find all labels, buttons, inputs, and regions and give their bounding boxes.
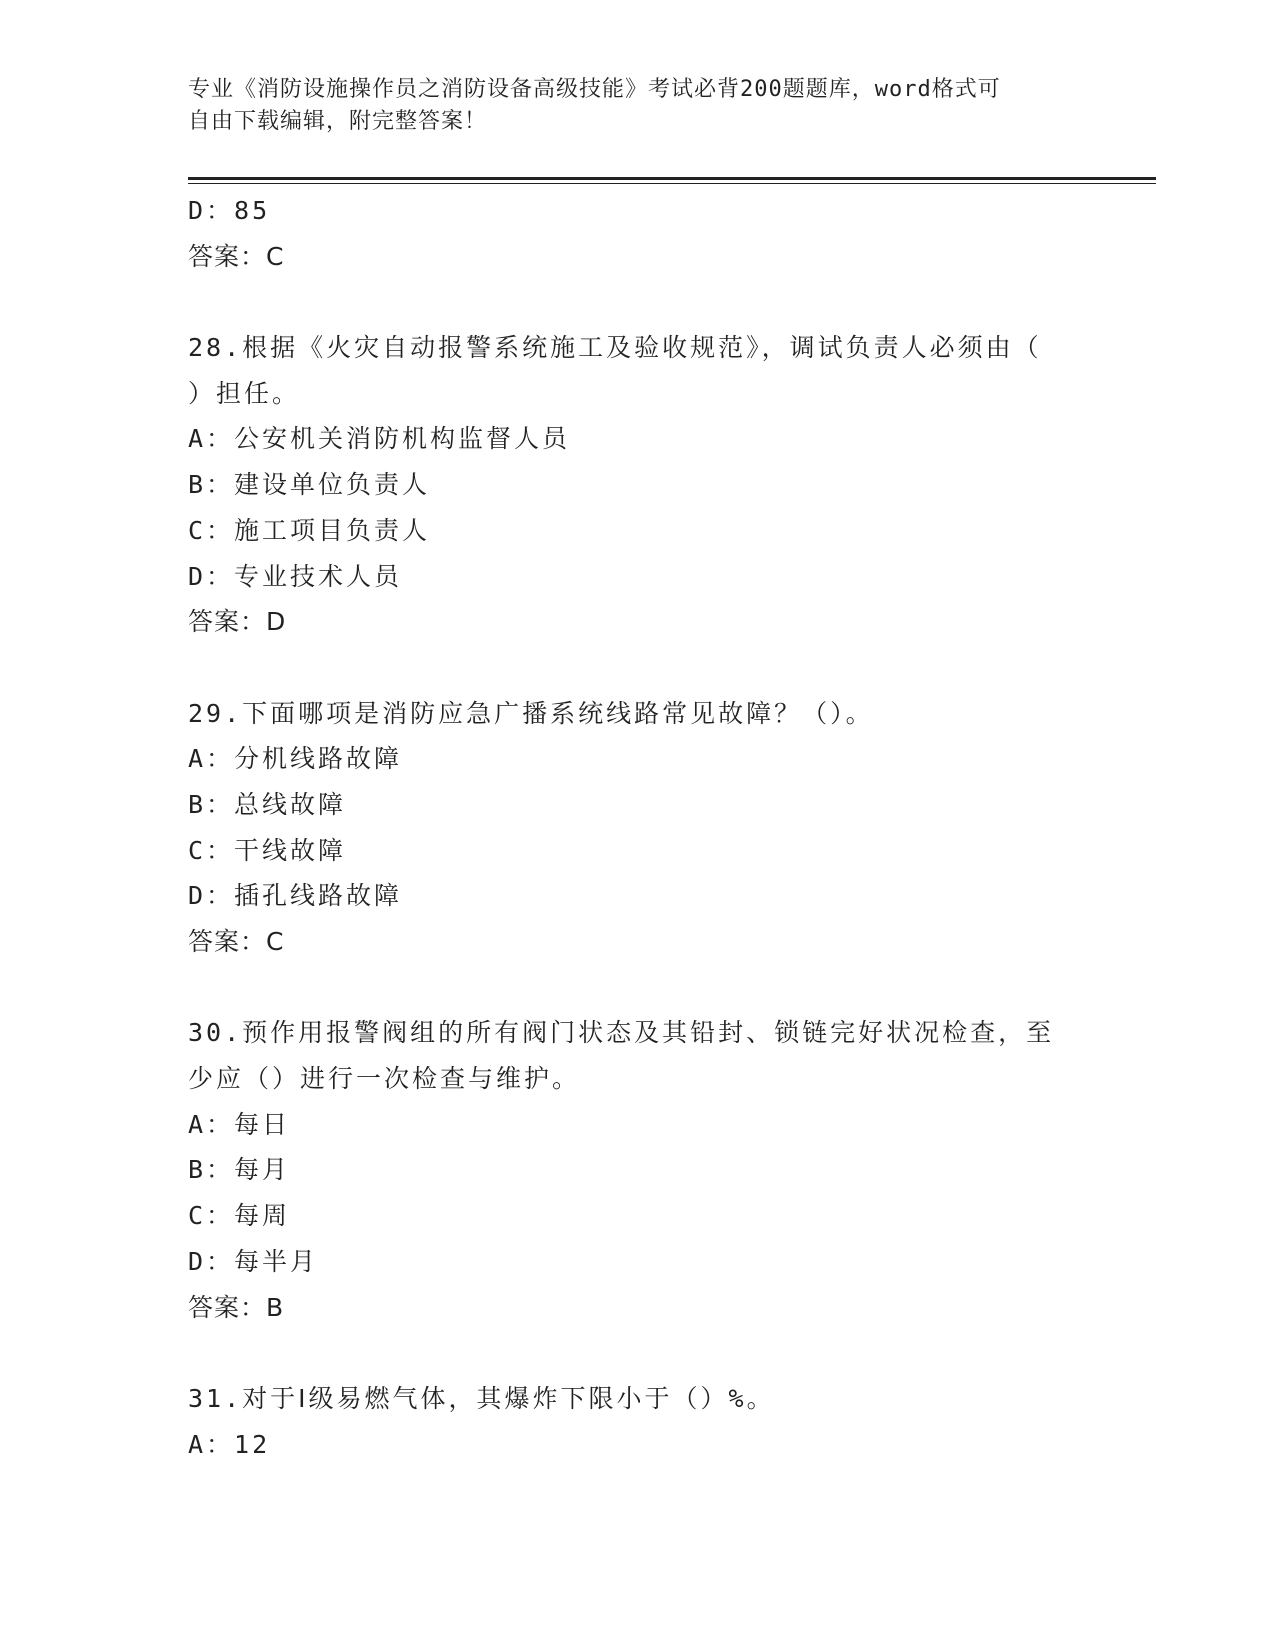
question-text: 29.下面哪项是消防应急广播系统线路常见故障？（）。 <box>188 698 874 728</box>
option-a: A：12 <box>188 1429 271 1459</box>
header-line-2: 自由下载编辑，附完整答案！ <box>188 109 488 134</box>
option-a: A：每日 <box>188 1109 291 1139</box>
question-block-31 <box>188 1376 1158 1467</box>
option-c: C：施工项目负责人 <box>188 515 431 545</box>
question-text-continued: 少应（）进行一次检查与维护。 <box>188 1064 581 1094</box>
option-b: B：每月 <box>188 1155 291 1185</box>
question-text: 30.预作用报警阀组的所有阀门状态及其铅封、锁链完好状况检查，至 <box>188 1018 1055 1048</box>
answer-line: 答案：C <box>188 927 285 956</box>
question-text: 31.对于Ⅰ级易燃气体，其爆炸下限小于（）%。 <box>188 1383 775 1413</box>
question-block-29 <box>188 691 1158 965</box>
document-header <box>188 74 1088 138</box>
header-divider-thick <box>188 177 1156 180</box>
question-list <box>188 188 1158 1467</box>
header-divider-thin <box>188 183 1156 184</box>
question-text: 28.根据《火灾自动报警系统施工及验收规范》，调试负责人必须由（ <box>188 333 1042 363</box>
option-b: B：建设单位负责人 <box>188 470 431 500</box>
spacer <box>188 1330 1158 1376</box>
header-line-1: 专业《消防设施操作员之消防设备高级技能》考试必背200题题库，word格式可 <box>188 77 1001 102</box>
option-d: D：专业技术人员 <box>188 561 403 591</box>
spacer <box>188 965 1158 1011</box>
question-text-continued: ）担任。 <box>188 378 301 408</box>
question-block-28 <box>188 325 1158 645</box>
question-block-30 <box>188 1010 1158 1330</box>
option-a: A：公安机关消防机构监督人员 <box>188 424 571 454</box>
option-d: D：85 <box>188 196 271 225</box>
spacer <box>188 279 1158 325</box>
answer-line: 答案：C <box>188 241 285 271</box>
option-d: D：每半月 <box>188 1246 319 1276</box>
option-d: D：插孔线路故障 <box>188 881 403 911</box>
option-b: B：总线故障 <box>188 789 347 819</box>
option-c: C：每周 <box>188 1201 291 1231</box>
option-a: A：分机线路故障 <box>188 744 403 774</box>
spacer <box>188 645 1158 691</box>
option-c: C：干线故障 <box>188 835 347 865</box>
answer-line: 答案：D <box>188 607 287 637</box>
answer-line: 答案：B <box>188 1292 285 1322</box>
question-block-27 <box>188 188 1158 279</box>
